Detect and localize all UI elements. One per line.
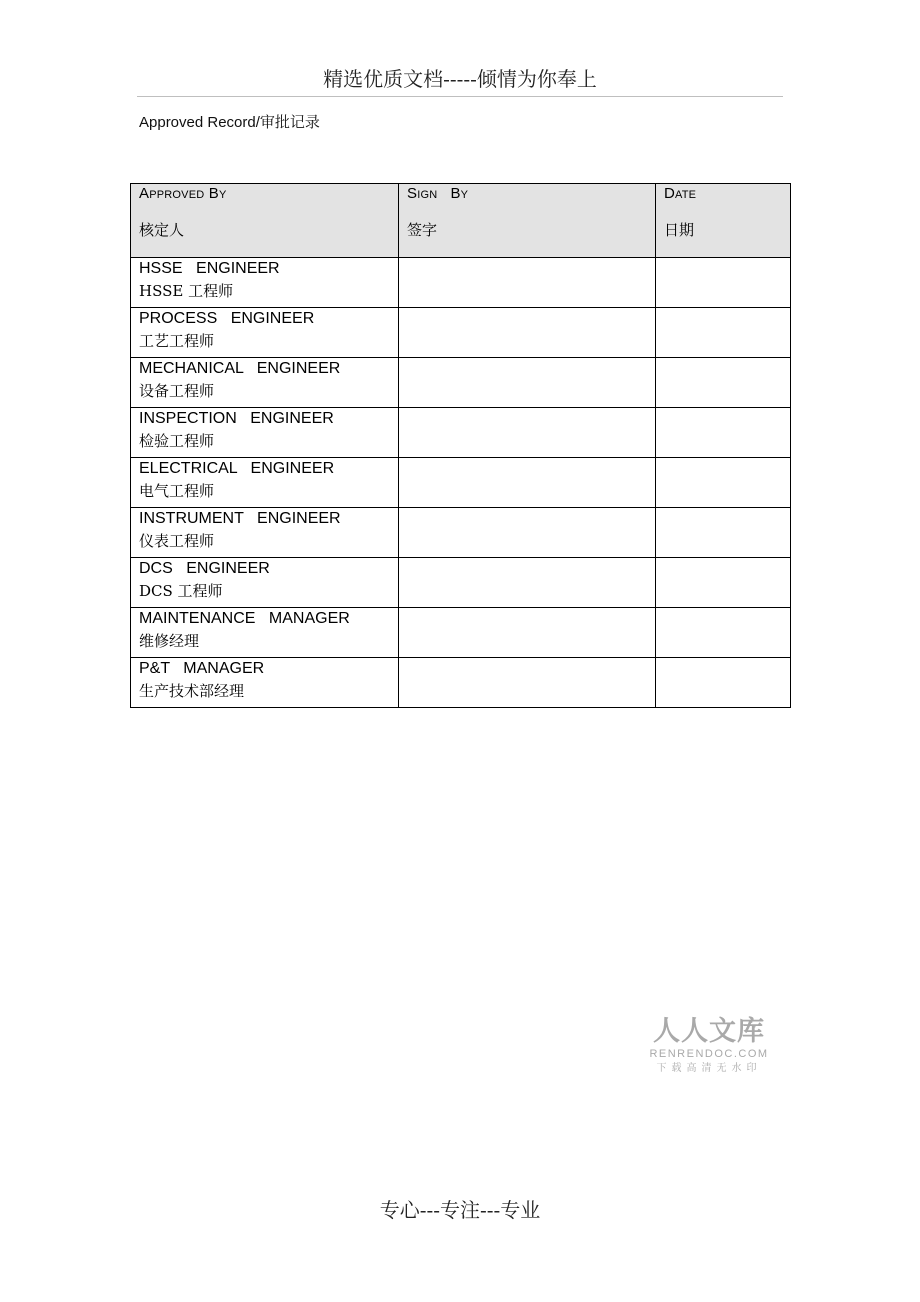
page-footer: 专心---专注---专业 [379, 1198, 541, 1222]
date-cell[interactable] [656, 408, 791, 458]
table-row [131, 458, 791, 508]
record-title: Approved Record/审批记录 [139, 114, 320, 131]
header-sign-by [399, 184, 656, 258]
role-en: HSSE ENGINEER [139, 260, 280, 277]
header-date [656, 184, 791, 258]
role-zh: 维修经理 [139, 632, 200, 650]
table-row [131, 558, 791, 608]
role-zh: 检验工程师 [139, 432, 215, 450]
sign-cell[interactable] [399, 258, 656, 308]
header-sign-by-zh: 签字 [407, 221, 438, 239]
role-en: DCS ENGINEER [139, 560, 270, 577]
role-zh: 电气工程师 [139, 482, 215, 500]
table-row [131, 408, 791, 458]
role-zh: 设备工程师 [139, 382, 215, 400]
table-row [131, 308, 791, 358]
watermark-logo [645, 1016, 773, 1076]
date-cell[interactable] [656, 358, 791, 408]
role-cell [131, 658, 399, 708]
approval-table [130, 183, 791, 708]
role-cell [131, 508, 399, 558]
role-zh: HSSE 工程师 [139, 282, 234, 300]
date-cell[interactable] [656, 458, 791, 508]
role-en: P&T MANAGER [139, 660, 265, 677]
header-approved-by [131, 184, 399, 258]
role-zh: 生产技术部经理 [139, 682, 245, 700]
role-cell [131, 308, 399, 358]
header-approved-by-en: Approved By [139, 185, 227, 202]
table-header-row [131, 184, 791, 258]
table-row [131, 508, 791, 558]
sign-cell[interactable] [399, 358, 656, 408]
role-cell [131, 408, 399, 458]
sign-cell[interactable] [399, 408, 656, 458]
table-row [131, 658, 791, 708]
watermark-main: 人人文库 [653, 1016, 765, 1047]
date-cell[interactable] [656, 258, 791, 308]
date-cell[interactable] [656, 308, 791, 358]
header-sign-by-en: Sign By [407, 185, 469, 202]
sign-cell[interactable] [399, 508, 656, 558]
header-date-zh: 日期 [664, 221, 695, 239]
sign-cell[interactable] [399, 308, 656, 358]
role-cell [131, 258, 399, 308]
role-zh: 工艺工程师 [139, 332, 215, 350]
date-cell[interactable] [656, 658, 791, 708]
sign-cell[interactable] [399, 608, 656, 658]
role-en: INSTRUMENT ENGINEER [139, 510, 341, 527]
role-en: PROCESS ENGINEER [139, 310, 315, 327]
role-en: MAINTENANCE MANAGER [139, 610, 350, 627]
role-en: INSPECTION ENGINEER [139, 410, 334, 427]
date-cell[interactable] [656, 508, 791, 558]
date-cell[interactable] [656, 608, 791, 658]
table-row [131, 258, 791, 308]
sign-cell[interactable] [399, 658, 656, 708]
table-row [131, 608, 791, 658]
role-zh: DCS 工程师 [139, 582, 223, 600]
sign-cell[interactable] [399, 458, 656, 508]
watermark-domain: RENRENDOC.COM [649, 1048, 769, 1060]
role-en: ELECTRICAL ENGINEER [139, 460, 335, 477]
sign-cell[interactable] [399, 558, 656, 608]
header-date-en: Date [664, 185, 697, 202]
date-cell[interactable] [656, 558, 791, 608]
role-cell [131, 458, 399, 508]
page-header: 精选优质文档-----倾情为你奉上 [137, 64, 783, 97]
role-cell [131, 358, 399, 408]
role-en: MECHANICAL ENGINEER [139, 360, 341, 377]
watermark-sub: 下载高清无水印 [656, 1063, 762, 1074]
role-cell [131, 558, 399, 608]
role-cell [131, 608, 399, 658]
table-row [131, 358, 791, 408]
header-approved-by-zh: 核定人 [139, 221, 185, 239]
role-zh: 仪表工程师 [139, 532, 215, 550]
